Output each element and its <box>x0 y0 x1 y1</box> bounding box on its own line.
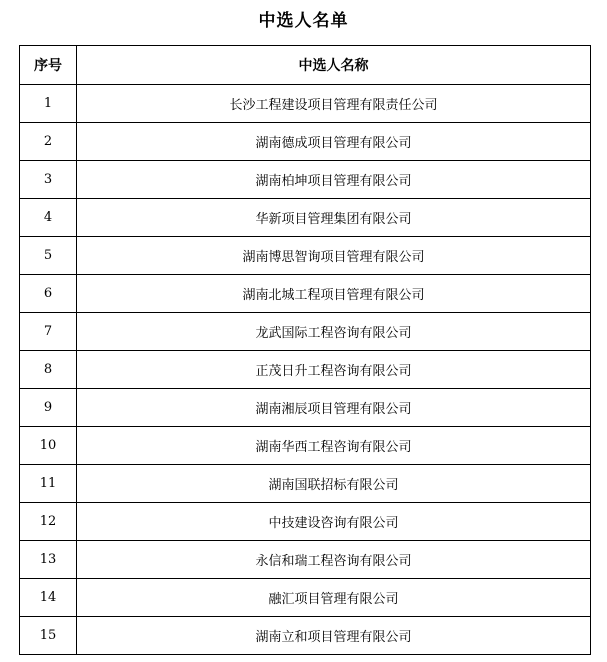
row-index: 4 <box>20 199 77 237</box>
row-name: 湖南立和项目管理有限公司 <box>77 617 591 655</box>
row-name: 湖南博思智询项目管理有限公司 <box>77 237 591 275</box>
row-index: 2 <box>20 123 77 161</box>
column-header-name: 中选人名称 <box>77 46 591 85</box>
row-name: 正茂日升工程咨询有限公司 <box>77 351 591 389</box>
row-index: 1 <box>20 85 77 123</box>
row-name: 中技建设咨询有限公司 <box>77 503 591 541</box>
table-row <box>20 351 591 389</box>
table-row <box>20 199 591 237</box>
row-name: 湖南国联招标有限公司 <box>77 465 591 503</box>
row-name: 永信和瑞工程咨询有限公司 <box>77 541 591 579</box>
table-header-row <box>20 46 591 85</box>
row-name: 华新项目管理集团有限公司 <box>77 199 591 237</box>
row-name: 湖南华西工程咨询有限公司 <box>77 427 591 465</box>
table-row <box>20 123 591 161</box>
table-row <box>20 85 591 123</box>
table-row <box>20 237 591 275</box>
table-row <box>20 275 591 313</box>
table-row <box>20 617 591 655</box>
row-index: 7 <box>20 313 77 351</box>
table-row <box>20 389 591 427</box>
row-name: 湖南柏坤项目管理有限公司 <box>77 161 591 199</box>
row-name: 龙武国际工程咨询有限公司 <box>77 313 591 351</box>
row-index: 6 <box>20 275 77 313</box>
table-body <box>20 85 591 655</box>
table-row <box>20 313 591 351</box>
row-index: 11 <box>20 465 77 503</box>
page-title: 中选人名单 <box>258 11 349 31</box>
row-name: 融汇项目管理有限公司 <box>77 579 591 617</box>
row-name: 湖南湘辰项目管理有限公司 <box>77 389 591 427</box>
row-index: 10 <box>20 427 77 465</box>
table-row <box>20 541 591 579</box>
row-index: 9 <box>20 389 77 427</box>
row-index: 3 <box>20 161 77 199</box>
row-index: 13 <box>20 541 77 579</box>
row-index: 5 <box>20 237 77 275</box>
row-name: 湖南北城工程项目管理有限公司 <box>77 275 591 313</box>
row-index: 15 <box>20 617 77 655</box>
winner-table <box>19 45 591 655</box>
table-row <box>20 465 591 503</box>
row-index: 14 <box>20 579 77 617</box>
table-row <box>20 427 591 465</box>
row-index: 8 <box>20 351 77 389</box>
column-header-index: 序号 <box>20 46 77 85</box>
table-row <box>20 579 591 617</box>
row-index: 12 <box>20 503 77 541</box>
row-name: 湖南德成项目管理有限公司 <box>77 123 591 161</box>
table-row <box>20 161 591 199</box>
row-name: 长沙工程建设项目管理有限责任公司 <box>77 85 591 123</box>
table-row <box>20 503 591 541</box>
